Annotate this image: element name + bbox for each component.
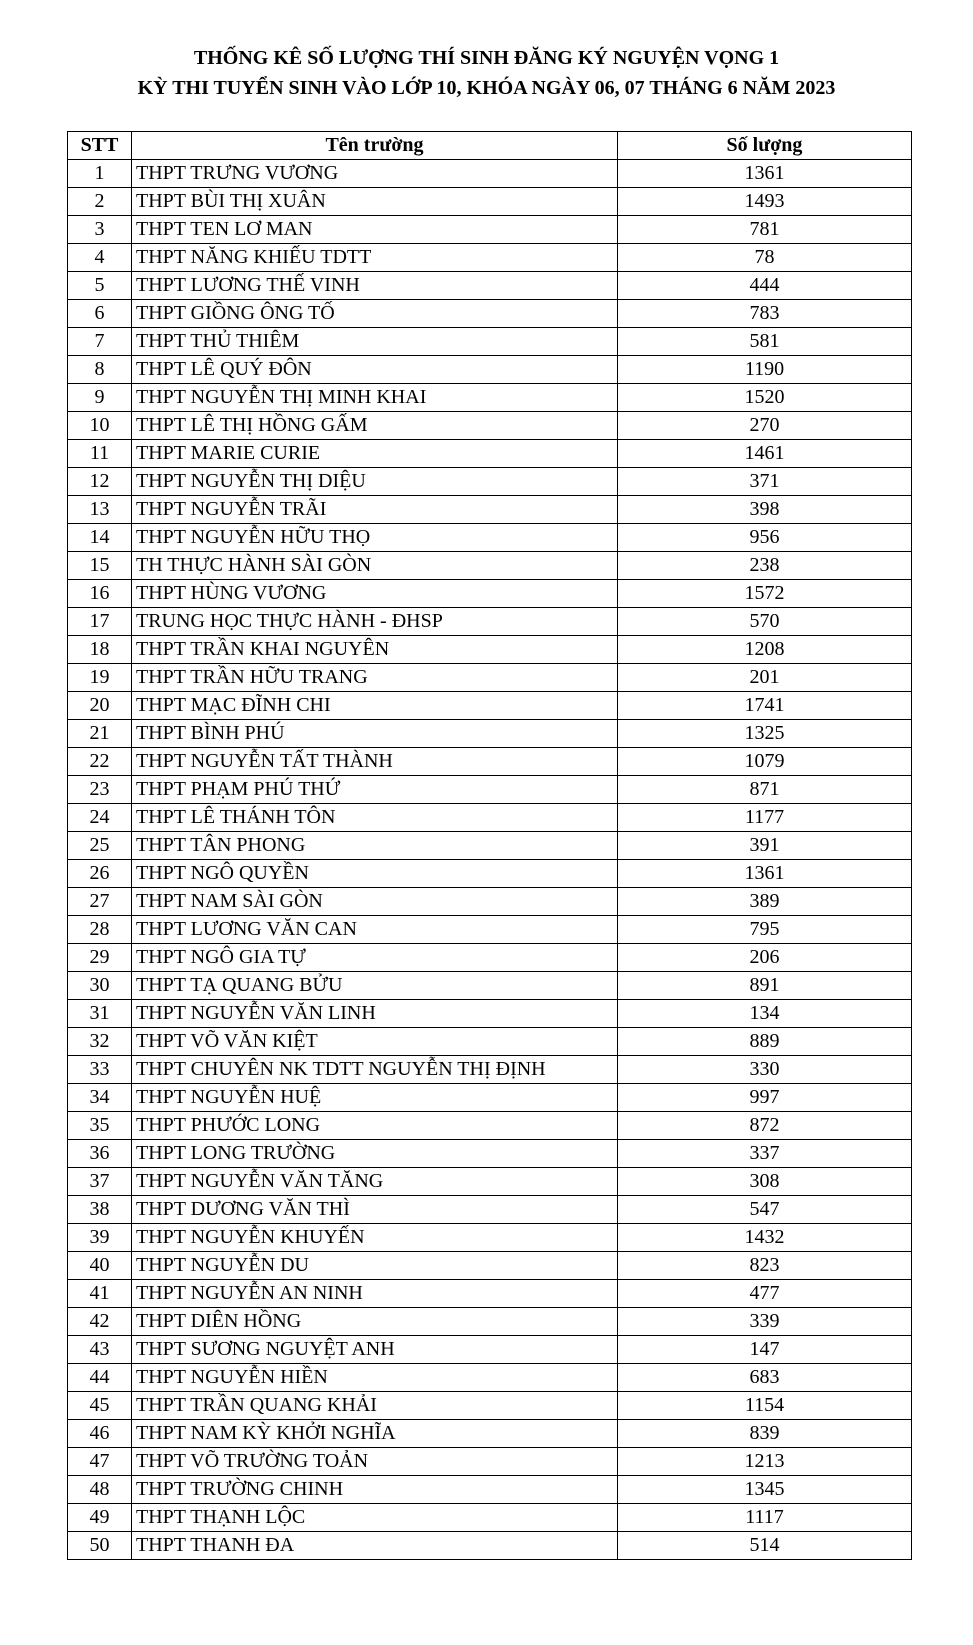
table-row — [68, 1112, 912, 1140]
row-school-name: THPT TÂN PHONG — [132, 832, 618, 860]
row-quantity: 581 — [618, 328, 912, 356]
row-quantity: 391 — [618, 832, 912, 860]
row-quantity: 1177 — [618, 804, 912, 832]
table-row — [68, 888, 912, 916]
row-quantity: 889 — [618, 1028, 912, 1056]
row-school-name: THPT VÕ VĂN KIỆT — [132, 1028, 618, 1056]
row-stt: 20 — [68, 692, 132, 720]
row-stt: 15 — [68, 552, 132, 580]
row-quantity: 823 — [618, 1252, 912, 1280]
row-quantity: 891 — [618, 972, 912, 1000]
row-stt: 38 — [68, 1196, 132, 1224]
row-school-name: THPT NGÔ QUYỀN — [132, 860, 618, 888]
row-school-name: THPT LÊ QUÝ ĐÔN — [132, 356, 618, 384]
table-row — [68, 412, 912, 440]
row-quantity: 371 — [618, 468, 912, 496]
row-quantity: 1361 — [618, 160, 912, 188]
row-stt: 24 — [68, 804, 132, 832]
row-quantity: 997 — [618, 1084, 912, 1112]
table-row — [68, 496, 912, 524]
row-school-name: THPT TRƯỜNG CHINH — [132, 1476, 618, 1504]
table-row — [68, 636, 912, 664]
row-school-name: THPT NGUYỄN KHUYẾN — [132, 1224, 618, 1252]
row-quantity: 1345 — [618, 1476, 912, 1504]
row-quantity: 238 — [618, 552, 912, 580]
row-stt: 42 — [68, 1308, 132, 1336]
row-stt: 5 — [68, 272, 132, 300]
row-stt: 47 — [68, 1448, 132, 1476]
row-quantity: 871 — [618, 776, 912, 804]
row-stt: 46 — [68, 1420, 132, 1448]
table-row — [68, 1336, 912, 1364]
table-row — [68, 1168, 912, 1196]
table-row — [68, 1476, 912, 1504]
row-stt: 44 — [68, 1364, 132, 1392]
row-school-name: THPT NGUYỄN DU — [132, 1252, 618, 1280]
row-quantity: 1079 — [618, 748, 912, 776]
row-school-name: THPT HÙNG VƯƠNG — [132, 580, 618, 608]
row-school-name: THPT THỦ THIÊM — [132, 328, 618, 356]
row-quantity: 683 — [618, 1364, 912, 1392]
table-row — [68, 1308, 912, 1336]
table-row — [68, 440, 912, 468]
row-quantity: 1461 — [618, 440, 912, 468]
row-quantity: 389 — [618, 888, 912, 916]
row-school-name: THPT NGÔ GIA TỰ — [132, 944, 618, 972]
row-quantity: 956 — [618, 524, 912, 552]
row-school-name: THPT DIÊN HỒNG — [132, 1308, 618, 1336]
row-quantity: 339 — [618, 1308, 912, 1336]
table-row — [68, 1000, 912, 1028]
row-stt: 19 — [68, 664, 132, 692]
table-row — [68, 1364, 912, 1392]
row-school-name: THPT THANH ĐA — [132, 1532, 618, 1560]
table-row — [68, 748, 912, 776]
row-school-name: TRUNG HỌC THỰC HÀNH - ĐHSP — [132, 608, 618, 636]
row-school-name: THPT NAM KỲ KHỞI NGHĨA — [132, 1420, 618, 1448]
row-stt: 36 — [68, 1140, 132, 1168]
row-school-name: THPT BÙI THỊ XUÂN — [132, 188, 618, 216]
row-school-name: THPT TRƯNG VƯƠNG — [132, 160, 618, 188]
row-stt: 9 — [68, 384, 132, 412]
row-quantity: 795 — [618, 916, 912, 944]
row-school-name: THPT LONG TRƯỜNG — [132, 1140, 618, 1168]
table-row — [68, 580, 912, 608]
row-stt: 45 — [68, 1392, 132, 1420]
row-school-name: THPT THẠNH LỘC — [132, 1504, 618, 1532]
row-stt: 32 — [68, 1028, 132, 1056]
row-stt: 3 — [68, 216, 132, 244]
row-stt: 40 — [68, 1252, 132, 1280]
row-stt: 10 — [68, 412, 132, 440]
row-stt: 28 — [68, 916, 132, 944]
table-row — [68, 244, 912, 272]
row-stt: 2 — [68, 188, 132, 216]
row-school-name: THPT PHẠM PHÚ THỨ — [132, 776, 618, 804]
row-stt: 22 — [68, 748, 132, 776]
row-school-name: THPT TEN LƠ MAN — [132, 216, 618, 244]
row-quantity: 1325 — [618, 720, 912, 748]
table-row — [68, 300, 912, 328]
row-school-name: THPT NGUYỄN HỮU THỌ — [132, 524, 618, 552]
row-school-name: THPT DƯƠNG VĂN THÌ — [132, 1196, 618, 1224]
table-row — [68, 468, 912, 496]
row-quantity: 444 — [618, 272, 912, 300]
row-stt: 1 — [68, 160, 132, 188]
table-row — [68, 1504, 912, 1532]
header-stt: STT — [68, 132, 132, 160]
table-header-row — [68, 132, 912, 160]
table-row — [68, 776, 912, 804]
row-stt: 11 — [68, 440, 132, 468]
row-school-name: THPT MARIE CURIE — [132, 440, 618, 468]
row-stt: 14 — [68, 524, 132, 552]
table-row — [68, 1280, 912, 1308]
table-row — [68, 1392, 912, 1420]
row-stt: 25 — [68, 832, 132, 860]
row-quantity: 206 — [618, 944, 912, 972]
row-stt: 30 — [68, 972, 132, 1000]
table-row — [68, 860, 912, 888]
table-row — [68, 524, 912, 552]
table-row — [68, 384, 912, 412]
registration-table — [67, 131, 912, 1560]
row-stt: 27 — [68, 888, 132, 916]
row-stt: 23 — [68, 776, 132, 804]
row-school-name: THPT NGUYỄN THỊ DIỆU — [132, 468, 618, 496]
table-row — [68, 1028, 912, 1056]
row-school-name: THPT PHƯỚC LONG — [132, 1112, 618, 1140]
row-school-name: THPT LÊ THỊ HỒNG GẤM — [132, 412, 618, 440]
row-stt: 49 — [68, 1504, 132, 1532]
table-row — [68, 804, 912, 832]
row-school-name: THPT CHUYÊN NK TDTT NGUYỄN THỊ ĐỊNH — [132, 1056, 618, 1084]
row-stt: 16 — [68, 580, 132, 608]
row-stt: 39 — [68, 1224, 132, 1252]
row-quantity: 872 — [618, 1112, 912, 1140]
row-quantity: 201 — [618, 664, 912, 692]
table-row — [68, 1252, 912, 1280]
document-title-line2: KỲ THI TUYỂN SINH VÀO LỚP 10, KHÓA NGÀY 06, 07 THÁNG 6 NĂM 2023 — [137, 77, 836, 99]
row-stt: 6 — [68, 300, 132, 328]
row-school-name: THPT NGUYỄN TRÃI — [132, 496, 618, 524]
row-school-name: THPT NGUYỄN VĂN LINH — [132, 1000, 618, 1028]
row-quantity: 781 — [618, 216, 912, 244]
row-stt: 8 — [68, 356, 132, 384]
row-school-name: THPT LƯƠNG THẾ VINH — [132, 272, 618, 300]
row-quantity: 398 — [618, 496, 912, 524]
table-row — [68, 664, 912, 692]
row-quantity: 1213 — [618, 1448, 912, 1476]
document-title-line1: THỐNG KÊ SỐ LƯỢNG THÍ SINH ĐĂNG KÝ NGUYỆN VỌNG 1 — [193, 47, 780, 69]
table-row — [68, 216, 912, 244]
row-quantity: 134 — [618, 1000, 912, 1028]
row-school-name: THPT BÌNH PHÚ — [132, 720, 618, 748]
row-stt: 21 — [68, 720, 132, 748]
row-stt: 50 — [68, 1532, 132, 1560]
table-body — [68, 160, 912, 1560]
table-row — [68, 944, 912, 972]
row-stt: 12 — [68, 468, 132, 496]
table-row — [68, 1196, 912, 1224]
table-row — [68, 608, 912, 636]
row-stt: 26 — [68, 860, 132, 888]
row-quantity: 570 — [618, 608, 912, 636]
row-stt: 41 — [68, 1280, 132, 1308]
table-row — [68, 1084, 912, 1112]
row-quantity: 330 — [618, 1056, 912, 1084]
row-quantity: 783 — [618, 300, 912, 328]
row-school-name: THPT NGUYỄN HIỀN — [132, 1364, 618, 1392]
row-stt: 29 — [68, 944, 132, 972]
table-row — [68, 1224, 912, 1252]
table-row — [68, 272, 912, 300]
row-school-name: THPT NGUYỄN HUỆ — [132, 1084, 618, 1112]
row-quantity: 1117 — [618, 1504, 912, 1532]
row-school-name: THPT NGUYỄN TẤT THÀNH — [132, 748, 618, 776]
table-row — [68, 1532, 912, 1560]
row-quantity: 839 — [618, 1420, 912, 1448]
row-stt: 31 — [68, 1000, 132, 1028]
table-row — [68, 832, 912, 860]
table-row — [68, 972, 912, 1000]
row-quantity: 308 — [618, 1168, 912, 1196]
table-row — [68, 356, 912, 384]
row-quantity: 477 — [618, 1280, 912, 1308]
row-quantity: 270 — [618, 412, 912, 440]
row-school-name: TH THỰC HÀNH SÀI GÒN — [132, 552, 618, 580]
row-quantity: 547 — [618, 1196, 912, 1224]
row-stt: 18 — [68, 636, 132, 664]
table-row — [68, 1420, 912, 1448]
row-quantity: 1741 — [618, 692, 912, 720]
header-quantity: Số lượng — [618, 132, 912, 160]
table-row — [68, 188, 912, 216]
row-stt: 35 — [68, 1112, 132, 1140]
table-row — [68, 552, 912, 580]
row-quantity: 1432 — [618, 1224, 912, 1252]
row-school-name: THPT TRẦN KHAI NGUYÊN — [132, 636, 618, 664]
row-quantity: 78 — [618, 244, 912, 272]
table-row — [68, 1056, 912, 1084]
row-school-name: THPT NGUYỄN THỊ MINH KHAI — [132, 384, 618, 412]
row-school-name: THPT NĂNG KHIẾU TDTT — [132, 244, 618, 272]
row-quantity: 147 — [618, 1336, 912, 1364]
row-school-name: THPT SƯƠNG NGUYỆT ANH — [132, 1336, 618, 1364]
table-row — [68, 160, 912, 188]
row-school-name: THPT VÕ TRƯỜNG TOẢN — [132, 1448, 618, 1476]
row-quantity: 1208 — [618, 636, 912, 664]
row-quantity: 1190 — [618, 356, 912, 384]
row-stt: 37 — [68, 1168, 132, 1196]
table-row — [68, 692, 912, 720]
row-stt: 17 — [68, 608, 132, 636]
row-quantity: 1520 — [618, 384, 912, 412]
row-stt: 43 — [68, 1336, 132, 1364]
row-school-name: THPT TẠ QUANG BỬU — [132, 972, 618, 1000]
table-row — [68, 720, 912, 748]
row-quantity: 1493 — [618, 188, 912, 216]
row-school-name: THPT TRẦN QUANG KHẢI — [132, 1392, 618, 1420]
header-school-name: Tên trường — [132, 132, 618, 160]
row-stt: 4 — [68, 244, 132, 272]
row-school-name: THPT LƯƠNG VĂN CAN — [132, 916, 618, 944]
table-row — [68, 916, 912, 944]
row-stt: 34 — [68, 1084, 132, 1112]
row-stt: 33 — [68, 1056, 132, 1084]
row-stt: 48 — [68, 1476, 132, 1504]
row-school-name: THPT NGUYỄN VĂN TĂNG — [132, 1168, 618, 1196]
row-school-name: THPT TRẦN HỮU TRANG — [132, 664, 618, 692]
row-school-name: THPT GIỒNG ÔNG TỐ — [132, 300, 618, 328]
row-stt: 7 — [68, 328, 132, 356]
row-quantity: 337 — [618, 1140, 912, 1168]
table-row — [68, 328, 912, 356]
row-school-name: THPT LÊ THÁNH TÔN — [132, 804, 618, 832]
table-row — [68, 1448, 912, 1476]
row-stt: 13 — [68, 496, 132, 524]
row-quantity: 1361 — [618, 860, 912, 888]
row-quantity: 1154 — [618, 1392, 912, 1420]
table-row — [68, 1140, 912, 1168]
row-school-name: THPT MẠC ĐĨNH CHI — [132, 692, 618, 720]
row-school-name: THPT NGUYỄN AN NINH — [132, 1280, 618, 1308]
row-quantity: 1572 — [618, 580, 912, 608]
row-quantity: 514 — [618, 1532, 912, 1560]
row-school-name: THPT NAM SÀI GÒN — [132, 888, 618, 916]
